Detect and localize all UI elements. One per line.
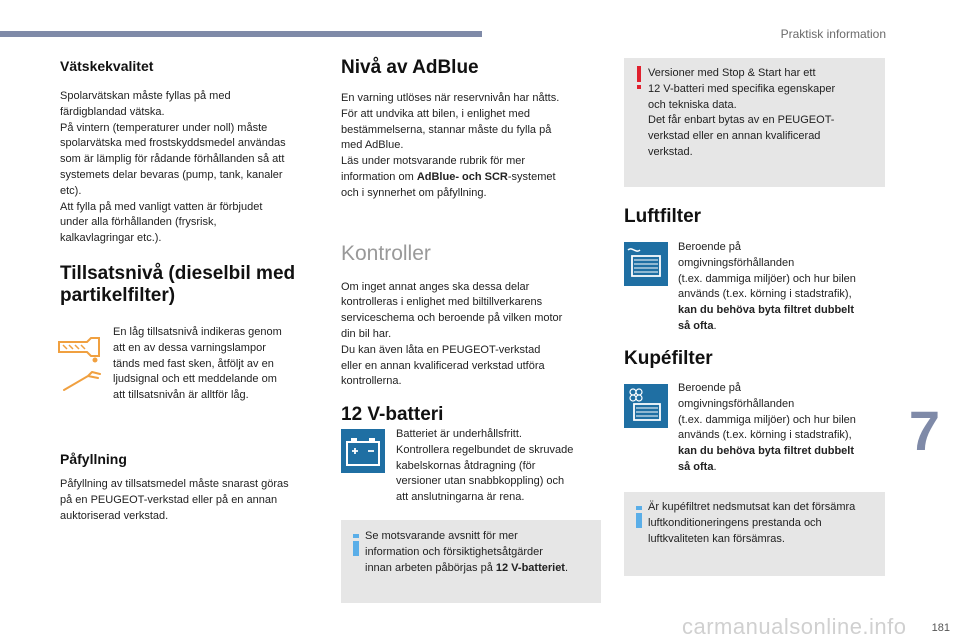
air-filter-icon <box>624 242 668 286</box>
cabin-filter-icon <box>624 384 668 428</box>
battery-icon <box>341 429 385 473</box>
heading-air-filter: Luftfilter <box>624 206 702 227</box>
battery-info-text <box>365 529 597 576</box>
cabin-filter-info-text: Är kupéfiltret nedsmutsat kan det försämra luftkonditioneringens prestanda och luftkvaliteten kan försämras. <box>648 501 856 545</box>
wrench-icon <box>62 370 102 392</box>
page-number: 181 <box>931 622 950 634</box>
adblue-text-bold: AdBlue- och SCR <box>416 170 508 183</box>
air-filter-text-part: Beroende på omgivningsförhållanden (t.ex. dammiga miljöer) och hur bilen används (t.ex. körning i stadstrafik), <box>678 241 856 301</box>
cabin-filter-text-bold: kan du behöva byta filtret dubbelt så ofta <box>678 445 855 473</box>
air-filter-text <box>678 240 888 335</box>
adblue-text <box>341 91 601 202</box>
additive-warning-icon <box>57 336 103 364</box>
heading-additive-level: Tillsatsnivå (dieselbil med partikelfilter) <box>60 262 296 306</box>
stop-start-warning-box <box>624 58 885 187</box>
heading-adblue: Nivå av AdBlue <box>341 57 479 78</box>
air-filter-text-bold: kan du behöva byta filtret dubbelt så ofta <box>678 304 855 332</box>
heading-refill: Påfyllning <box>60 451 127 467</box>
battery-info-part: Se motsvarande avsnitt för mer information och försiktighetsåtgärder innan arbeten påbörjas på <box>365 530 543 574</box>
cabin-filter-text-part: Beroende på omgivningsförhållanden (t.ex. dammiga miljöer) och hur bilen används (t.ex. körning i stadstrafik), <box>678 382 856 442</box>
stop-start-warning-text: Versioner med Stop & Start har ett 12 V-batteri med specifika egenskaper och tekniska data. Det får enbart bytas av en PEUGEOT- verkstad eller en annan kvalificerad verkstad. <box>648 67 836 158</box>
refill-section <box>60 451 322 524</box>
battery-info-end: . <box>564 561 569 574</box>
chapter-number: 7 <box>908 399 940 462</box>
cabin-filter-text-end: . <box>713 460 717 473</box>
fluid-quality-text: Spolarvätskan måste fyllas på med färdigblandad vätska. På vintern (temperaturer under noll) måste spolarvätska med frostskyddsmedel användas som är lämplig för rådande förhållanden så att systemets delar bevaras (pump, tank, kanaler etc). Att fylla på med vanligt vatten är förbjudet under alla förhållanden (frysrisk, kalkavlagringar etc.). <box>60 90 286 245</box>
column-2 <box>341 57 601 426</box>
column-1 <box>60 58 320 307</box>
heading-checks: Kontroller <box>341 241 431 265</box>
cabin-filter-text <box>678 381 888 476</box>
refill-text: Påfyllning av tillsatsmedel måste snarast göras på en PEUGEOT-verkstad eller på en annan auktoriserad verkstad. <box>60 478 289 522</box>
heading-fluid-quality: Vätskekvalitet <box>60 58 154 74</box>
battery-info-bold: 12 V-batteriet <box>495 561 565 574</box>
heading-battery: 12 V-batteri <box>341 404 444 426</box>
info-icon <box>635 506 643 533</box>
battery-info-box <box>341 520 601 603</box>
adblue-text-end: -systemet och i synnerhet om påfyllning. <box>341 170 556 199</box>
battery-text: Batteriet är underhållsfritt. Kontrollera regelbundet de skruvade kabelskornas åtdragning (för versioner utan snabbkoppling) och att anslutningarna är rena. <box>396 428 574 504</box>
heading-cabin-filter: Kupéfilter <box>624 348 713 369</box>
watermark: carmanualsonline.info <box>682 614 907 639</box>
warning-icon <box>635 66 643 95</box>
checks-text: Om inget annat anges ska dessa delar kontrolleras i enlighet med biltillverkarens serviceschema och beroende på vilken motor din bil har. Du kan även låta en PEUGEOT-verkstad eller en annan kvalificerad verkstad utföra kontrollerna. <box>341 280 563 388</box>
info-icon <box>352 534 360 561</box>
adblue-text-part: En varning utlöses när reservnivån har nåtts. För att undvika att bilen, i enlighet med bestämmelserna, stannar måste du fylla på med AdBlue. Läs under motsvarande rubrik för mer information om <box>341 92 560 183</box>
air-filter-text-end: . <box>713 319 717 332</box>
header-bar <box>0 31 482 37</box>
section-title: Praktisk information <box>780 27 886 41</box>
additive-level-text: En låg tillsatsnivå indikeras genom att en av dessa varningslampor tänds med fast sken, åtföljt av en ljudsignal och ett meddelande om att tillsatsnivån är alltför låg. <box>113 326 282 402</box>
cabin-filter-info-box <box>624 492 885 576</box>
